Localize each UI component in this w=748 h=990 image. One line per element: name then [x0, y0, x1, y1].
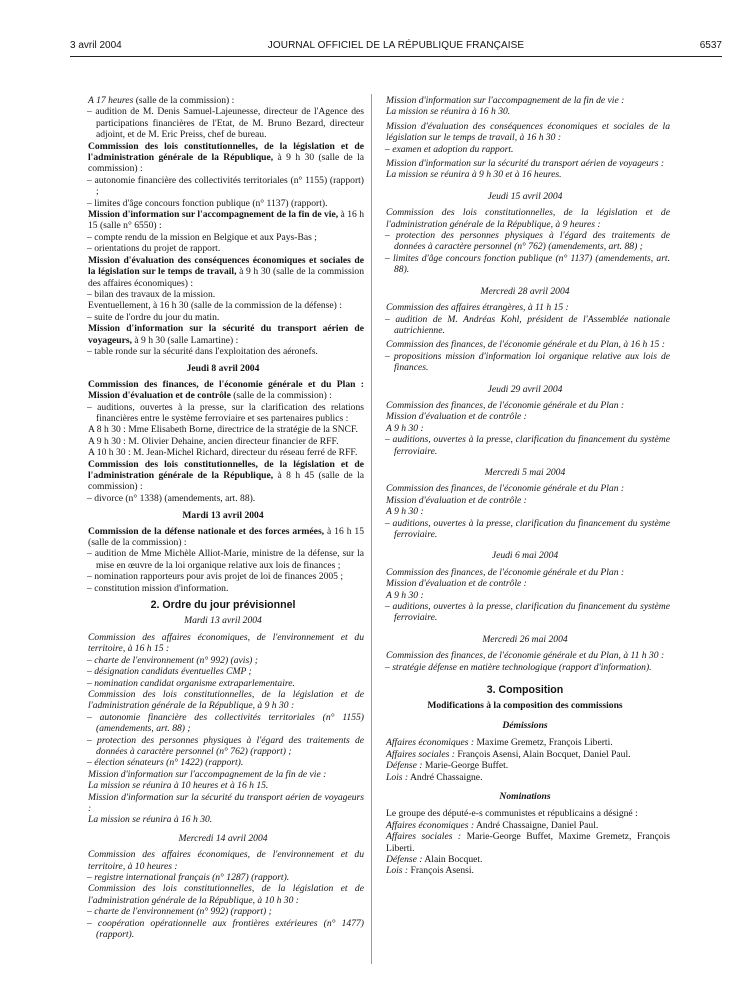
- paragraph: La mission se réunira à 16 h 30.: [386, 106, 511, 118]
- list-item: – charte de l'environnement (n° 992) (avis) ;: [87, 654, 258, 666]
- section-title: 2. Ordre du jour prévisionnel: [150, 599, 296, 612]
- list-item: – compte rendu de la mission en Belgique et aux Pays-Bas ;: [87, 231, 317, 243]
- list-item: – auditions, ouvertes à la presse, clarification du financement du système ferroviaire.: [385, 517, 670, 540]
- date-heading: Mercredi 26 mai 2004: [482, 633, 568, 645]
- paragraph: Commission des finances, de l'économie générale et du Plan :: [386, 483, 625, 495]
- composition-line: Affaires économiques : André Chassaigne, Daniel Paul.: [386, 819, 599, 831]
- paragraph: Mission d'information sur la sécurité du transport aérien de voyageurs :: [386, 158, 665, 170]
- paragraph: Commission des finances, de l'économie générale et du Plan :: [386, 399, 625, 411]
- composition-line: Affaires économiques : Maxime Gremetz, François Liberti.: [386, 737, 613, 749]
- paragraph: Mission d'information sur l'accompagnement de la fin de vie :: [386, 95, 625, 106]
- page-header: [70, 40, 722, 54]
- list-item: – élection sénateurs (n° 1422) (rapport).: [87, 757, 244, 769]
- issue-date: 3 avril 2004: [70, 40, 122, 51]
- right-column: [380, 95, 670, 877]
- list-item: – protection des personnes physiques à l'égard des traitements de données à caractère personnel (n° 762) (rapport) ;: [87, 734, 364, 757]
- paragraph: Mission d'information sur la sécurité du transport aérien de voyageurs :: [88, 791, 364, 814]
- list-item: – désignation candidats éventuelles CMP ;: [87, 666, 252, 678]
- list-item: – charte de l'environnement (n° 992) (rapport) ;: [87, 906, 272, 918]
- paragraph: La mission se réunira à 9 h 30 et à 16 heures.: [386, 169, 562, 181]
- composition-line: Affaires sociales : Marie-George Buffet, Maxime Gremetz, François Liberti.: [386, 831, 670, 854]
- paragraph: Commission des affaires étrangères, à 11 h 15 :: [386, 302, 569, 314]
- paragraph: Commission des affaires économiques, de l'environnement et du territoire, à 10 heures :: [88, 849, 364, 872]
- list-item: – constitution mission d'information.: [87, 582, 229, 594]
- paragraph: Mission d'information sur l'accompagnement de la fin de vie, à 16 h 15 (salle n° 6550) :: [88, 209, 364, 232]
- list-item: – registre international français (n° 1287) (rapport).: [87, 872, 290, 883]
- paragraph: La mission se réunira à 16 h 30.: [88, 814, 213, 826]
- list-item: – auditions, ouvertes à la presse, sur la clarification des relations financières entre le système ferroviaire et ses partenaires publics :: [87, 401, 364, 424]
- paragraph: Commission de la défense nationale et des forces armées, à 16 h 15 (salle de la commission) :: [88, 525, 364, 549]
- paragraph: Commission des affaires économiques, de l'environnement et du territoire, à 16 h 15 :: [88, 631, 364, 655]
- journal-title: JOURNAL OFFICIEL DE LA RÉPUBLIQUE FRANÇAISE: [267, 40, 525, 51]
- date-heading: Mardi 13 avril 2004: [184, 615, 262, 627]
- column-separator: [371, 94, 372, 964]
- paragraph: Commission des finances, de l'économie générale et du Plan :: [386, 566, 625, 578]
- date-heading: Mercredi 14 avril 2004: [178, 832, 268, 844]
- paragraph: Mission d'évaluation et de contrôle :: [386, 494, 527, 506]
- paragraph: Commission des lois constitutionnelles, de la législation et de l'administration générale de la République, à 8 h 45 (salle de la commission) :: [88, 458, 364, 493]
- list-item: – stratégie défense en matière technologique (rapport d'information).: [385, 661, 652, 673]
- list-item: – propositions mission d'information loi organique relative aux lois de finances.: [385, 350, 670, 374]
- list-item: – nomination rapporteurs pour avis projet de loi de finances 2005 ;: [87, 571, 344, 583]
- list-item: – autonomie financière des collectivités territoriales (n° 1155) (amendements, art. 88) ;: [87, 711, 364, 735]
- paragraph: A 10 h 30 : M. Jean-Michel Richard, directeur du réseau ferré de RFF.: [88, 447, 358, 459]
- composition-line: Lois : André Chassaigne.: [386, 771, 483, 783]
- date-heading: Jeudi 8 avril 2004: [186, 363, 260, 375]
- list-item: – bilan des travaux de la mission.: [87, 288, 216, 300]
- paragraph: Commission des lois constitutionnelles, de la législation et de l'administration générale de la République, à 9 heures :: [386, 207, 670, 230]
- list-item: – suite de l'ordre du jour du matin.: [87, 311, 220, 323]
- list-item: – protection des personnes physiques à l'égard des traitements de données à caractère personnel (n° 762) (amendements, art. 88) ;: [385, 230, 670, 253]
- paragraph: A 17 heures (salle de la commission) :: [88, 95, 235, 106]
- date-heading: Jeudi 6 mai 2004: [491, 550, 559, 562]
- paragraph: A 9 h 30 :: [386, 422, 424, 434]
- date-heading: Mardi 13 avril 2004: [182, 510, 264, 522]
- composition-line: Lois : François Asensi.: [386, 865, 474, 877]
- composition-line: Affaires sociales : François Asensi, Alain Bocquet, Daniel Paul.: [386, 748, 631, 760]
- paragraph: Commission des lois constitutionnelles, de la législation et de l'administration générale de la République, à 10 h 30 :: [88, 883, 364, 906]
- paragraph: Mission d'information sur l'accompagnement de la fin de vie :: [88, 768, 327, 780]
- list-item: – orientations du projet de rapport.: [87, 243, 221, 255]
- header-rule: [70, 56, 722, 57]
- subsection-title: Démissions: [502, 719, 548, 731]
- list-item: – nomination candidat organisme extraparlementaire.: [87, 677, 295, 689]
- composition-line: Défense : Alain Bocquet.: [386, 853, 483, 865]
- section-subtitle: Modifications à la composition des commissions: [427, 700, 623, 712]
- date-heading: Jeudi 15 avril 2004: [487, 190, 563, 202]
- subsection-title: Nominations: [499, 790, 551, 802]
- paragraph: A 8 h 30 : Mme Elisabeth Borne, directrice de la stratégie de la SNCF.: [88, 424, 358, 436]
- list-item: – divorce (n° 1338) (amendements, art. 88).: [87, 492, 256, 504]
- date-heading: Jeudi 29 avril 2004: [487, 383, 563, 395]
- paragraph: A 9 h 30 :: [386, 506, 424, 518]
- paragraph: Mission d'évaluation et de contrôle :: [386, 578, 527, 590]
- page-number: 6537: [699, 40, 722, 51]
- paragraph: Commission des finances, de l'économie générale et du Plan, à 16 h 15 :: [386, 339, 665, 351]
- list-item: – audition de Mme Michèle Alliot-Marie, ministre de la défense, sur la mise en œuvre de la loi organique relative aux lois de finances ;: [87, 548, 364, 571]
- paragraph: Mission d'information sur la sécurité du transport aérien de voyageurs, à 9 h 30 (salle Lamartine) :: [88, 323, 364, 346]
- paragraph: A 9 h 30 : M. Olivier Dehaine, ancien directeur financier de RFF.: [88, 435, 339, 447]
- left-column: [82, 95, 364, 940]
- list-item: – coopération opérationnelle aux frontières extérieures (n° 1477) (rapport).: [87, 917, 364, 941]
- date-heading: Mercredi 28 avril 2004: [480, 285, 570, 297]
- paragraph: Commission des finances, de l'économie générale et du Plan : Mission d'évaluation et de contrôle (salle de la commission) :: [88, 378, 364, 402]
- paragraph: Commission des finances, de l'économie générale et du Plan, à 11 h 30 :: [386, 650, 665, 662]
- list-item: – auditions, ouvertes à la presse, clarification du financement du système ferroviaire.: [385, 434, 670, 457]
- paragraph: A 9 h 30 :: [386, 589, 424, 601]
- paragraph: Mission d'évaluation et de contrôle :: [386, 411, 527, 423]
- list-item: – examen et adoption du rapport.: [385, 143, 514, 155]
- list-item: – audition de M. Andréas Kohl, président de l'Assemblée nationale autrichienne.: [385, 313, 670, 336]
- date-heading: Mercredi 5 mai 2004: [484, 466, 566, 478]
- list-item: – audition de M. Denis Samuel-Lajeunesse, directeur de l'Agence des participations financières de l'Etat, de M. Bruno Bezard, directeur adjoint, et de M. Eric Preiss, chef de bureau.: [87, 106, 364, 141]
- paragraph: Commission des lois constitutionnelles, de la législation et de l'administration générale de la République, à 9 h 30 (salle de la commission) :: [88, 140, 364, 175]
- list-item: – limites d'âge concours fonction publique (n° 1137) (amendements, art. 88).: [385, 252, 670, 276]
- paragraph: Eventuellement, à 16 h 30 (salle de la commission de la défense) :: [88, 300, 342, 312]
- paragraph: Mission d'évaluation des conséquences économiques et sociales de la législation sur le temps de travail, à 9 h 30 (salle de la commission des affaires économiques) :: [88, 254, 364, 289]
- list-item: – autonomie financière des collectivités territoriales (n° 1155) (rapport) ;: [87, 174, 364, 198]
- composition-line: Défense : Marie-George Buffet.: [386, 760, 509, 772]
- section-title: 3. Composition: [486, 684, 564, 697]
- paragraph: La mission se réunira à 10 heures et à 16 h 15.: [88, 780, 269, 792]
- paragraph: Commission des lois constitutionnelles, de la législation et de l'administration générale de la République, à 9 h 30 :: [88, 688, 364, 712]
- paragraph: Mission d'évaluation des conséquences économiques et sociales de la législation sur le temps de travail, à 16 h 30 :: [386, 120, 670, 144]
- list-item: – limites d'âge concours fonction publique (n° 1137) (rapport).: [87, 197, 328, 209]
- list-item: – table ronde sur la sécurité dans l'exploitation des aéronefs.: [87, 345, 318, 357]
- paragraph: Le groupe des député-e-s communistes et républicains a désigné :: [386, 808, 638, 820]
- list-item: – auditions, ouvertes à la presse, clarification du financement du système ferroviaire.: [385, 601, 670, 624]
